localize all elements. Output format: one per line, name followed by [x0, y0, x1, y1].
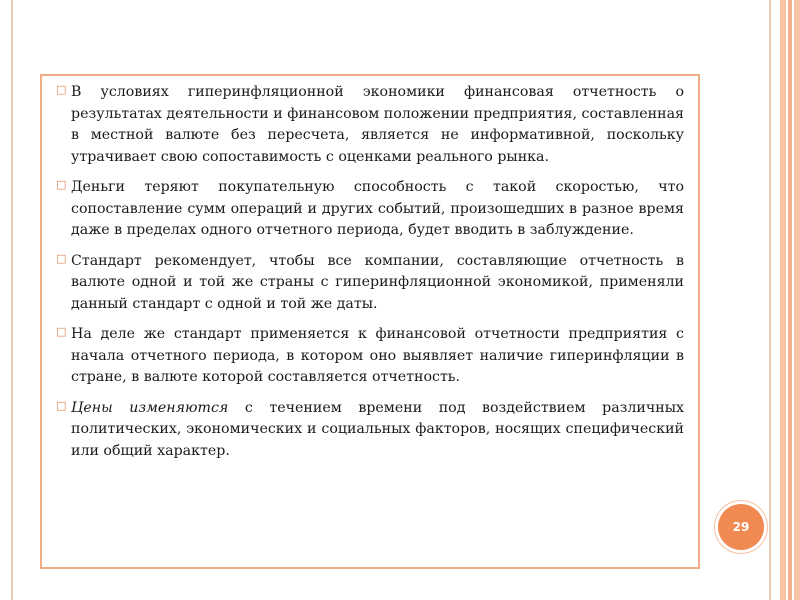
- bullet-item: [56, 324, 684, 389]
- bullet-text: [71, 398, 684, 463]
- content-box: [40, 74, 700, 569]
- bullet-item: [56, 177, 684, 242]
- bullet-text: Деньги теряют покупательную способность с такой скоростью, что сопоставление сумм операций и других событий, произошедших в разное время даже в пределах одного отчетного периода, будет вводить в заблуждение.: [71, 179, 684, 238]
- bullet-item: [56, 251, 684, 316]
- hollow-square-bullet-icon: □: [56, 398, 67, 412]
- decorative-stripe: [788, 0, 792, 600]
- page-number-badge: 29: [718, 504, 764, 550]
- hollow-square-bullet-icon: □: [56, 325, 67, 338]
- bullet-text: В условиях гиперинфляционной экономики финансовая отчетность о результатах деятельности и финансовом положении предприятия, составленная в местной валюте без пересчета, является не информативной, поскольку утрачивает свою сопоставимость с оценками реального рынка.: [71, 84, 684, 165]
- hollow-square-bullet-icon: □: [56, 83, 67, 96]
- hollow-square-bullet-icon: □: [56, 251, 67, 265]
- bullet-list: [56, 82, 684, 471]
- emphasis-text: Цены изменяются: [71, 399, 229, 416]
- bullet-item: [56, 398, 684, 463]
- bullet-text: Стандарт рекомендует, чтобы все компании, составляющие отчетность в валюте одной и той же страны с гиперинфляционной экономикой, применяли данный стандарт с одной и той же даты.: [71, 252, 684, 312]
- decorative-stripe: [794, 0, 800, 600]
- hollow-square-bullet-icon: □: [56, 178, 67, 191]
- decorative-stripe: [780, 0, 786, 600]
- bullet-text: На деле же стандарт применяется к финансовой отчетности предприятия с начала отчетного периода, в котором оно выявляет наличие гиперинфляции в стране, в валюте которой составляется отчетность.: [71, 326, 684, 385]
- bullet-item: [56, 82, 684, 168]
- bullet-text-rest: с течением времени под воздействием различных политических, экономических и социальных факторов, носящих специфический или общий характер.: [71, 399, 684, 459]
